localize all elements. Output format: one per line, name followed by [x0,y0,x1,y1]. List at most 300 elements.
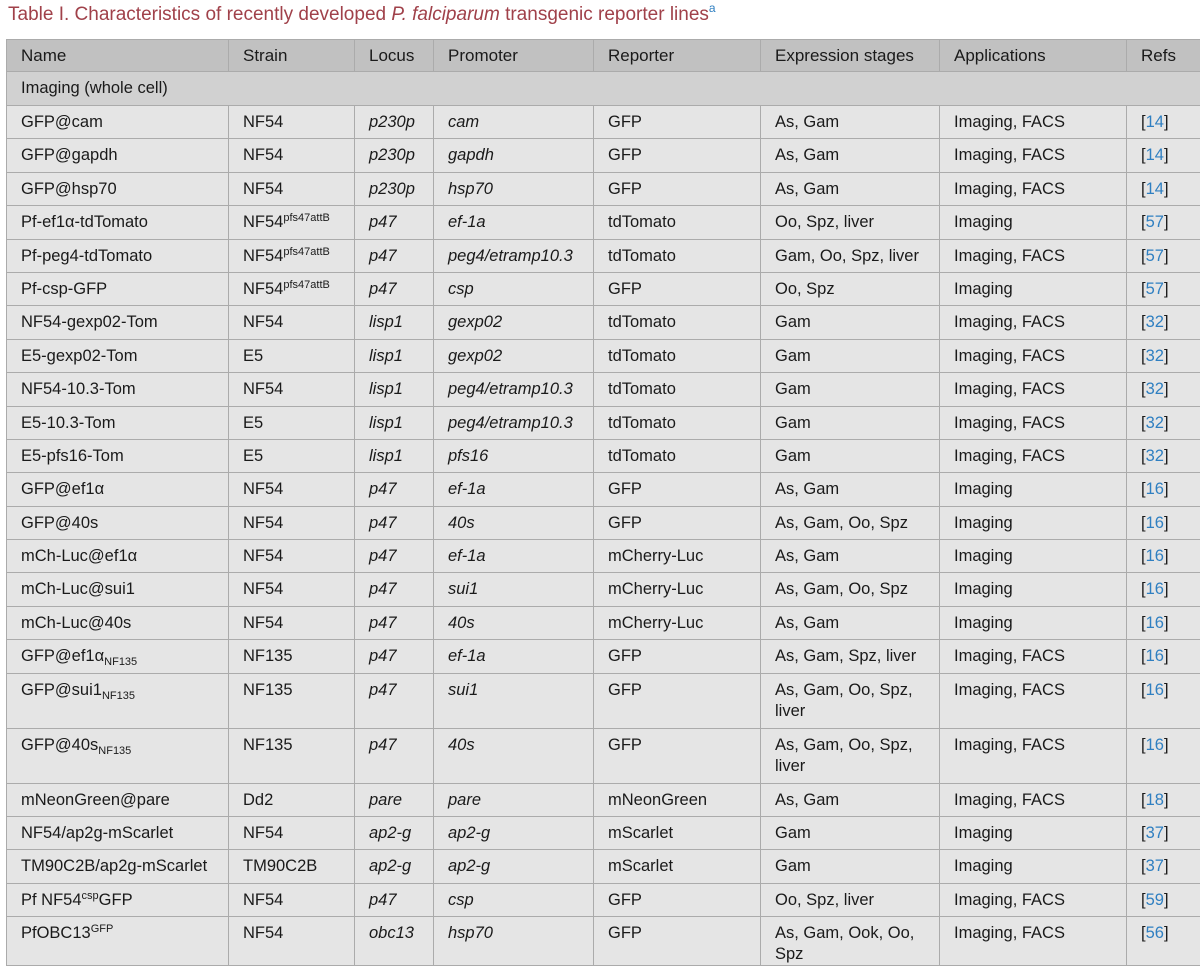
table-row [7,439,1200,472]
cell-promoter [434,540,594,573]
cell-promoter [434,306,594,339]
cell-locus [355,272,434,305]
cell-refs: [16] [1127,506,1200,539]
promoter-value: sui1 [448,681,478,699]
promoter-value: peg4/etramp10.3 [448,247,573,265]
cell-reporter [594,339,761,372]
cell-locus [355,306,434,339]
applications-value: Imaging, FACS [954,414,1065,432]
strain-value: E5 [243,414,263,432]
header-row [7,40,1200,72]
cell-promoter [434,239,594,272]
cell-applications [940,272,1127,305]
locus-value: p47 [369,514,397,532]
reference-link[interactable]: 59 [1146,891,1164,909]
cell-promoter [434,139,594,172]
table-row [7,306,1200,339]
cell-strain [229,573,355,606]
reporter-value: GFP [608,924,642,942]
caption-footnote-mark[interactable]: a [709,1,716,15]
reference-link[interactable]: 16 [1146,736,1164,754]
line-name: GFP@40s [21,514,98,532]
cell-expression-stages [761,473,940,506]
cell-expression-stages [761,406,940,439]
cell-expression-stages [761,540,940,573]
cell-refs: [56] [1127,917,1200,966]
applications-value: Imaging, FACS [954,313,1065,331]
promoter-value: pfs16 [448,447,488,465]
stages-value: Oo, Spz, liver [775,891,874,909]
cell-reporter [594,817,761,850]
line-name-superscript: csp [82,890,99,902]
cell-expression-stages [761,883,940,916]
cell-locus [355,239,434,272]
cell-reporter [594,206,761,239]
reporter-value: GFP [608,113,642,131]
cell-applications [940,473,1127,506]
reference-link[interactable]: 16 [1146,514,1164,532]
cell-reporter [594,439,761,472]
cell-strain [229,883,355,916]
line-name: NF54-gexp02-Tom [21,313,158,331]
cell-promoter [434,673,594,728]
line-name: GFP@ef1α [21,480,104,498]
cell-promoter [434,206,594,239]
cell-reporter [594,573,761,606]
cell-name [7,728,229,783]
cell-promoter [434,373,594,406]
table-row [7,339,1200,372]
stages-value: Gam [775,414,811,432]
cell-applications [940,783,1127,816]
cell-reporter [594,606,761,639]
line-name-subscript: NF135 [102,690,135,702]
stages-value: As, Gam, Oo, Spz, liver [775,681,913,720]
cell-strain [229,506,355,539]
promoter-value: pare [448,791,481,809]
cell-strain [229,272,355,305]
promoter-value: csp [448,280,474,298]
cell-applications [940,139,1127,172]
cell-name [7,439,229,472]
table-row [7,673,1200,728]
cell-refs: [57] [1127,272,1200,305]
cell-applications [940,728,1127,783]
table-row [7,506,1200,539]
promoter-value: gapdh [448,146,494,164]
cell-name [7,640,229,673]
table-row [7,272,1200,305]
locus-value: p47 [369,247,397,265]
table-row [7,606,1200,639]
promoter-value: peg4/etramp10.3 [448,414,573,432]
cell-name [7,606,229,639]
cell-refs: [32] [1127,406,1200,439]
cell-reporter [594,373,761,406]
line-name: GFP@hsp70 [21,180,117,198]
cell-reporter [594,728,761,783]
line-name-subscript: NF135 [104,656,137,668]
cell-strain [229,206,355,239]
cell-applications [940,640,1127,673]
line-name: NF54/ap2g-mScarlet [21,824,173,842]
reference-link[interactable]: 18 [1146,791,1164,809]
locus-value: ap2-g [369,857,411,875]
strain-value: NF54 [243,213,283,231]
table-row [7,728,1200,783]
reference-link[interactable]: 37 [1146,824,1164,842]
cell-expression-stages [761,139,940,172]
locus-value: pare [369,791,402,809]
reference-link[interactable]: 57 [1146,213,1164,231]
table-row [7,239,1200,272]
col-header-locus: Locus [355,40,434,72]
cell-strain [229,606,355,639]
stages-value: Oo, Spz [775,280,835,298]
cell-reporter [594,106,761,139]
stages-value: As, Gam [775,480,839,498]
cell-promoter [434,728,594,783]
cell-locus [355,917,434,966]
cell-expression-stages [761,850,940,883]
strain-superscript: pfs47attB [283,212,329,224]
reporter-value: tdTomato [608,213,676,231]
cell-applications [940,540,1127,573]
cell-refs: [59] [1127,883,1200,916]
reference-link[interactable]: 37 [1146,857,1164,875]
line-name-tail: GFP [99,891,133,909]
stages-value: As, Gam [775,614,839,632]
cell-promoter [434,640,594,673]
reporter-value: tdTomato [608,313,676,331]
cell-name [7,817,229,850]
reporter-value: GFP [608,280,642,298]
promoter-value: hsp70 [448,180,493,198]
reporter-value: tdTomato [608,247,676,265]
reference-link[interactable]: 32 [1146,414,1164,432]
applications-value: Imaging [954,480,1013,498]
strain-value: TM90C2B [243,857,317,875]
cell-promoter [434,850,594,883]
reference-link[interactable]: 32 [1146,347,1164,365]
applications-value: Imaging [954,547,1013,565]
cell-strain [229,106,355,139]
cell-name [7,139,229,172]
cell-name [7,339,229,372]
cell-applications [940,673,1127,728]
applications-value: Imaging, FACS [954,791,1065,809]
cell-name [7,272,229,305]
cell-reporter [594,473,761,506]
reference-link[interactable]: 56 [1146,924,1164,942]
reference-link[interactable]: 57 [1146,280,1164,298]
strain-superscript: pfs47attB [283,279,329,291]
cell-refs: [32] [1127,306,1200,339]
locus-value: p47 [369,681,397,699]
cell-reporter [594,783,761,816]
promoter-value: 40s [448,614,475,632]
line-name: GFP@ef1α [21,647,104,665]
strain-value: Dd2 [243,791,273,809]
locus-value: p47 [369,891,397,909]
locus-value: p47 [369,614,397,632]
reporter-value: tdTomato [608,380,676,398]
cell-promoter [434,917,594,966]
applications-value: Imaging, FACS [954,347,1065,365]
reference-link[interactable]: 14 [1146,180,1164,198]
cell-expression-stages [761,783,940,816]
line-name: GFP@cam [21,113,103,131]
locus-value: p230p [369,146,415,164]
reference-link[interactable]: 32 [1146,313,1164,331]
cell-reporter [594,139,761,172]
line-name-subscript: NF135 [98,745,131,757]
promoter-value: peg4/etramp10.3 [448,380,573,398]
cell-name [7,306,229,339]
cell-refs: [16] [1127,728,1200,783]
col-header-refs: Refs [1127,40,1200,72]
cell-strain [229,917,355,966]
cell-expression-stages [761,172,940,205]
cell-expression-stages [761,817,940,850]
line-name: Pf-peg4-tdTomato [21,247,152,265]
reporter-value: mScarlet [608,824,673,842]
reference-link[interactable]: 16 [1146,480,1164,498]
reporter-value: mCherry-Luc [608,580,703,598]
cell-refs: [16] [1127,673,1200,728]
table-row [7,172,1200,205]
reference-link[interactable]: 16 [1146,580,1164,598]
applications-value: Imaging [954,580,1013,598]
stages-value: Gam [775,857,811,875]
promoter-value: gexp02 [448,313,502,331]
stages-value: As, Gam [775,146,839,164]
cell-strain [229,728,355,783]
reference-link[interactable]: 57 [1146,247,1164,265]
line-name: E5-gexp02-Tom [21,347,137,365]
cell-strain [229,239,355,272]
col-header-strain: Strain [229,40,355,72]
cell-applications [940,573,1127,606]
stages-value: As, Gam, Ook, Oo, Spz [775,924,914,963]
cell-strain [229,406,355,439]
stages-value: As, Gam, Spz, liver [775,647,916,665]
table-row [7,573,1200,606]
stages-value: As, Gam [775,547,839,565]
strain-value: NF54 [243,580,283,598]
cell-promoter [434,506,594,539]
locus-value: p47 [369,213,397,231]
locus-value: lisp1 [369,313,403,331]
col-header-name: Name [7,40,229,72]
cell-promoter [434,106,594,139]
locus-value: lisp1 [369,414,403,432]
cell-expression-stages [761,339,940,372]
applications-value: Imaging, FACS [954,891,1065,909]
cell-refs: [14] [1127,106,1200,139]
stages-value: Gam [775,824,811,842]
reporter-value: GFP [608,146,642,164]
line-name: GFP@40s [21,736,98,754]
cell-promoter [434,272,594,305]
cell-strain [229,139,355,172]
promoter-value: ef-1a [448,647,486,665]
applications-value: Imaging [954,280,1013,298]
strain-value: NF54 [243,313,283,331]
cell-locus [355,573,434,606]
promoter-value: gexp02 [448,347,502,365]
promoter-value: 40s [448,736,475,754]
promoter-value: ef-1a [448,480,486,498]
cell-applications [940,306,1127,339]
table-row [7,850,1200,883]
reference-link[interactable]: 16 [1146,647,1164,665]
cell-applications [940,506,1127,539]
reference-link[interactable]: 16 [1146,614,1164,632]
reporter-value: tdTomato [608,347,676,365]
cell-name [7,239,229,272]
reference-link[interactable]: 16 [1146,681,1164,699]
cell-expression-stages [761,206,940,239]
cell-applications [940,917,1127,966]
reporter-value: tdTomato [608,447,676,465]
reporter-value: GFP [608,681,642,699]
locus-value: p47 [369,280,397,298]
reporter-value: GFP [608,180,642,198]
reference-link[interactable]: 32 [1146,447,1164,465]
applications-value: Imaging [954,614,1013,632]
reference-link[interactable]: 14 [1146,146,1164,164]
cell-applications [940,172,1127,205]
cell-refs: [14] [1127,139,1200,172]
cell-applications [940,406,1127,439]
cell-strain [229,640,355,673]
locus-value: ap2-g [369,824,411,842]
table-caption [8,4,716,26]
applications-value: Imaging, FACS [954,146,1065,164]
cell-promoter [434,473,594,506]
cell-promoter [434,883,594,916]
cell-refs: [37] [1127,817,1200,850]
strain-value: NF54 [243,146,283,164]
cell-reporter [594,540,761,573]
cell-refs: [14] [1127,172,1200,205]
cell-expression-stages [761,506,940,539]
applications-value: Imaging [954,514,1013,532]
section-row [7,72,1200,106]
reporter-value: mCherry-Luc [608,614,703,632]
strain-value: E5 [243,447,263,465]
applications-value: Imaging, FACS [954,647,1065,665]
cell-locus [355,406,434,439]
cell-name [7,406,229,439]
cell-locus [355,139,434,172]
reference-link[interactable]: 32 [1146,380,1164,398]
cell-strain [229,172,355,205]
applications-value: Imaging, FACS [954,113,1065,131]
caption-prefix: Table I. Characteristics of recently developed [8,4,391,25]
locus-value: p47 [369,480,397,498]
cell-locus [355,850,434,883]
strain-value: NF54 [243,480,283,498]
cell-strain [229,373,355,406]
strain-value: NF54 [243,614,283,632]
cell-applications [940,339,1127,372]
cell-expression-stages [761,728,940,783]
reporter-value: tdTomato [608,414,676,432]
col-header-reporter: Reporter [594,40,761,72]
cell-applications [940,817,1127,850]
locus-value: p230p [369,180,415,198]
cell-expression-stages [761,917,940,966]
cell-promoter [434,439,594,472]
cell-strain [229,306,355,339]
cell-strain [229,673,355,728]
locus-value: p47 [369,647,397,665]
table-row [7,406,1200,439]
cell-refs: [16] [1127,540,1200,573]
table-row [7,783,1200,816]
cell-refs: [32] [1127,339,1200,372]
stages-value: Gam [775,313,811,331]
cell-locus [355,728,434,783]
locus-value: p230p [369,113,415,131]
cell-locus [355,473,434,506]
line-name: TM90C2B/ap2g-mScarlet [21,857,207,875]
cell-promoter [434,573,594,606]
cell-expression-stages [761,673,940,728]
cell-reporter [594,172,761,205]
stages-value: Gam [775,447,811,465]
cell-name [7,106,229,139]
reporter-value: mCherry-Luc [608,547,703,565]
reference-link[interactable]: 16 [1146,547,1164,565]
strain-value: NF135 [243,736,293,754]
cell-refs: [16] [1127,573,1200,606]
cell-reporter [594,506,761,539]
cell-strain [229,850,355,883]
promoter-value: csp [448,891,474,909]
locus-value: p47 [369,736,397,754]
reference-link[interactable]: 14 [1146,113,1164,131]
promoter-value: hsp70 [448,924,493,942]
promoter-value: ap2-g [448,857,490,875]
line-name: Pf-csp-GFP [21,280,107,298]
stages-value: Gam [775,380,811,398]
cell-name [7,573,229,606]
line-name: NF54-10.3-Tom [21,380,136,398]
cell-reporter [594,673,761,728]
applications-value: Imaging, FACS [954,247,1065,265]
cell-reporter [594,406,761,439]
strain-value: NF54 [243,547,283,565]
col-header-applications: Applications [940,40,1127,72]
applications-value: Imaging, FACS [954,180,1065,198]
stages-value: Gam, Oo, Spz, liver [775,247,919,265]
cell-applications [940,850,1127,883]
stages-value: Gam [775,347,811,365]
promoter-value: ef-1a [448,213,486,231]
cell-strain [229,473,355,506]
col-header-stages: Expression stages [761,40,940,72]
applications-value: Imaging, FACS [954,380,1065,398]
stages-value: Oo, Spz, liver [775,213,874,231]
cell-locus [355,540,434,573]
line-name: mCh-Luc@40s [21,614,131,632]
cell-name [7,373,229,406]
cell-applications [940,883,1127,916]
strain-value: NF54 [243,380,283,398]
